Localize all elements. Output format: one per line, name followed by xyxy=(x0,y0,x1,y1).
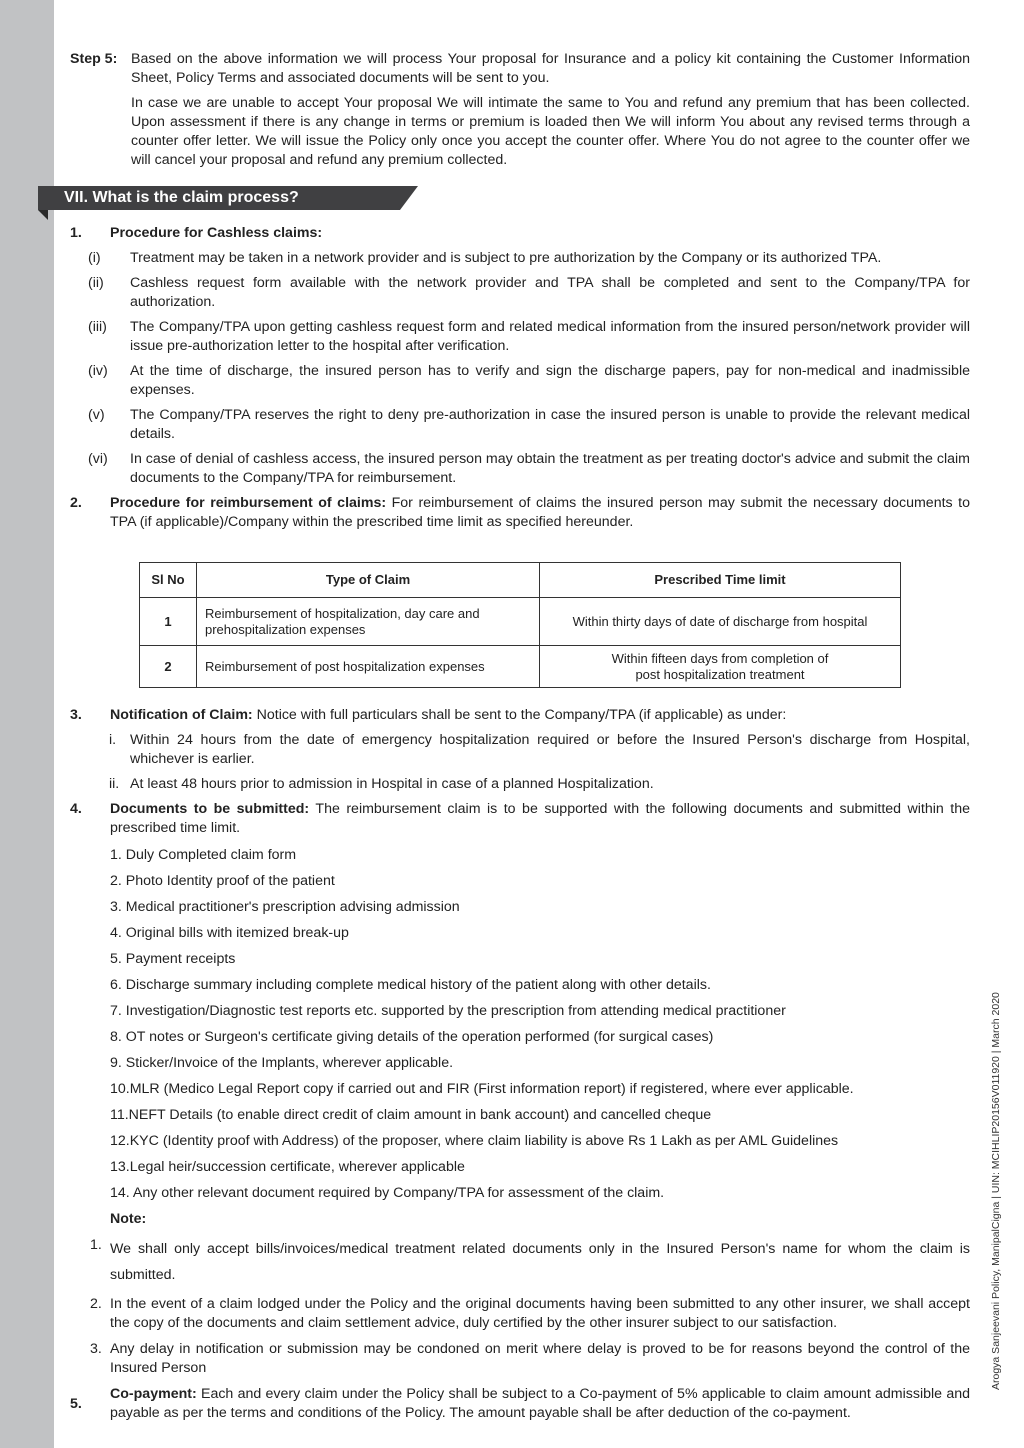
copayment-section: 5. Co-payment: Each and every claim under the Policy shall be subject to a Co-payment of 5% applicable to claim amount admissible and payable as per the terms and conditions of the Policy. The amount payable shall be after deduction of the co-payment. xyxy=(70,1386,970,1421)
list-item: i. Within 24 hours from the date of emergency hospitalization required or before the Insured Person's discharge from Hospital, whichever is earlier. xyxy=(109,732,970,767)
reimbursement-section xyxy=(70,494,970,532)
list-item: 8. OT notes or Surgeon's certificate giving details of the operation performed (for surgical cases) xyxy=(110,1029,714,1045)
notification-title: Notification of Claim: xyxy=(110,707,253,723)
list-item: (vi) In case of denial of cashless access, the insured person may obtain the treatment as per treating doctor's advice and submit the claim documents to the Company/TPA for reimbursement. xyxy=(88,451,970,486)
step-5-label: Step 5: xyxy=(70,51,118,67)
column-header: Sl No xyxy=(140,563,197,598)
list-item: 1. We shall only accept bills/invoices/medical treatment related documents only in the Insured Person's name for whom the claim is submitted. xyxy=(90,1237,970,1283)
documents-section: 4. Documents to be submitted: The reimbursement claim is to be supported with the following documents and submitted within the prescribed time limit. xyxy=(70,801,971,836)
column-header: Type of Claim xyxy=(197,563,540,598)
step-5 xyxy=(70,50,970,170)
section-title: VII. What is the claim process? xyxy=(64,189,299,206)
list-item: (iii) The Company/TPA upon getting cashless request form and related medical information from the insured person/network provider will issue pre-authorization letter to the hospital after verification. xyxy=(88,319,970,354)
section-number: 5. xyxy=(70,1396,82,1412)
list-item: 4. Original bills with itemized break-up xyxy=(110,925,349,941)
page-content xyxy=(64,50,971,1423)
list-item: 14. Any other relevant document required by Company/TPA for assessment of the claim. xyxy=(110,1185,665,1201)
column-header: Prescribed Time limit xyxy=(540,563,901,598)
documents-title: Documents to be submitted: xyxy=(110,801,310,817)
cashless-title: Procedure for Cashless claims: xyxy=(110,225,323,241)
table-row: 1 Reimbursement of hospitalization, day care and prehospitalization expenses Within thirty days of date of discharge from hospital xyxy=(140,598,901,646)
section-number: 2. xyxy=(70,495,82,511)
table-row: 2 Reimbursement of post hospitalization expenses Within fifteen days from completion of post hospitalization treatment xyxy=(140,646,901,688)
list-item: (v) The Company/TPA reserves the right to deny pre-authorization in case the insured person is unable to provide the relevant medical details. xyxy=(88,407,970,442)
list-item: 3. Any delay in notification or submission may be condoned on merit where delay is proved to be for reasons beyond the control of the Insured Person xyxy=(90,1341,970,1376)
list-item: 12.KYC (Identity proof with Address) of the proposer, where claim liability is above Rs 1 Lakh as per AML Guidelines xyxy=(110,1133,839,1149)
section-heading-banner xyxy=(38,186,418,210)
notes-list xyxy=(70,1236,970,1378)
cashless-list xyxy=(70,249,970,488)
reimbursement-text: For reimbursement of claims the insured person may submit the necessary documents to TPA (if applicable)/Company within the prescribed time limit as specified hereunder. xyxy=(110,495,970,530)
list-item: (ii) Cashless request form available with the network provider and TPA shall be completed and sent to the Company/TPA for authorization. xyxy=(88,275,970,310)
list-item: (i) Treatment may be taken in a network provider and is subject to pre authorization by the Company or its authorized TPA. xyxy=(88,250,882,266)
list-item: 5. Payment receipts xyxy=(110,951,236,967)
step-5-paragraph-2: In case we are unable to accept Your proposal We will intimate the same to You and refund any premium that has been collected. Upon assessment if there is any change in terms or premium is loaded then We will inform You about any revised terms through a counter offer letter. We will issue the Policy only once you accept the counter offer. Where You do not agree to the counter offer we will cancel your proposal and refund any premium collected. xyxy=(131,95,970,168)
list-item: 2. Photo Identity proof of the patient xyxy=(110,873,335,889)
list-item: 13.Legal heir/succession certificate, wherever applicable xyxy=(110,1159,465,1175)
list-item: ii. At least 48 hours prior to admission in Hospital in case of a planned Hospitalization. xyxy=(109,776,654,792)
documents-list xyxy=(70,846,970,1236)
step-5-paragraph-1: Based on the above information we will process Your proposal for Insurance and a policy kit containing the Customer Information Sheet, Policy Terms and associated documents will be sent to you. xyxy=(131,51,970,86)
time-limit-table xyxy=(139,562,901,688)
section-number: 3. xyxy=(70,707,82,723)
cashless-section xyxy=(70,224,970,243)
list-item: 6. Discharge summary including complete medical history of the patient along with other details. xyxy=(110,977,711,993)
list-item: 10.MLR (Medico Legal Report copy if carried out and FIR (First information report) if registered, where ever applicable. xyxy=(110,1081,854,1097)
table-header-row xyxy=(140,563,901,598)
list-item: 11.NEFT Details (to enable direct credit of claim amount in bank account) and cancelled cheque xyxy=(110,1107,712,1123)
section-number: 4. xyxy=(70,801,82,817)
section-number: 1. xyxy=(70,225,82,241)
notification-section: 3. Notification of Claim: Notice with full particulars shall be sent to the Company/TPA (if applicable) as under: xyxy=(70,707,787,723)
copayment-title: Co-payment: xyxy=(110,1386,197,1402)
list-item: (iv) At the time of discharge, the insured person has to verify and sign the discharge papers, pay for non-medical and inadmissible expenses. xyxy=(88,363,970,398)
list-item: 7. Investigation/Diagnostic test reports etc. supported by the prescription from attending medical practitioner xyxy=(110,1003,786,1019)
list-item: 1. Duly Completed claim form xyxy=(110,847,297,863)
list-item: 9. Sticker/Invoice of the Implants, wherever applicable. xyxy=(110,1055,454,1071)
policy-footer-text: Arogya Sanjeevani Policy, ManipalCigna | UIN: MCIHLIP20156V011920 | March 2020 xyxy=(990,992,1002,1390)
list-item: 2. In the event of a claim lodged under the Policy and the original documents having been submitted to any other insurer, we shall accept the copy of the documents and claim settlement advice, duly certified by the other insurer subject to our satisfaction. xyxy=(90,1296,970,1331)
reimbursement-title: Procedure for reimbursement of claims: xyxy=(110,495,387,511)
list-item: 3. Medical practitioner's prescription advising admission xyxy=(110,899,460,915)
note-label: Note: xyxy=(110,1211,147,1227)
